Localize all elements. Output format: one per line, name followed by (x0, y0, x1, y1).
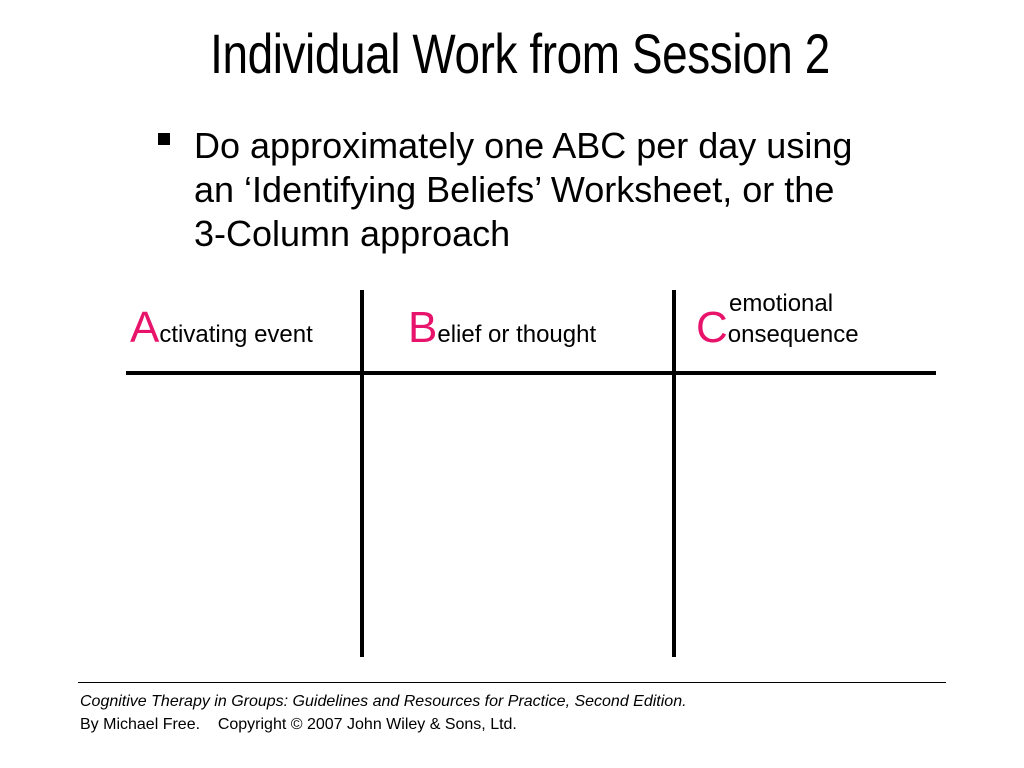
footer-divider (78, 682, 946, 683)
square-bullet-icon (158, 133, 170, 145)
column-b-initial: B (408, 303, 438, 352)
slide-title: Individual Work from Session 2 (210, 22, 830, 85)
footer (80, 690, 687, 736)
column-c-label: onsequence (727, 321, 859, 348)
bullet-line-1: Do approximately one ABC per day using (194, 125, 853, 166)
column-c-superscript: emotional (729, 290, 834, 317)
column-a-label: ctivating event (159, 321, 313, 348)
column-c-initial: C (696, 303, 728, 352)
bullet-text (194, 124, 954, 256)
table-horizontal-rule (126, 371, 936, 375)
column-b-label: elief or thought (437, 321, 597, 348)
footer-copyright: By Michael Free. Copyright © 2007 John Wiley & Sons, Ltd. (80, 716, 517, 733)
column-a-initial: A (130, 303, 160, 352)
table-divider-1 (360, 290, 364, 657)
column-header-belief (408, 303, 597, 352)
footer-citation: Cognitive Therapy in Groups: Guidelines and Resources for Practice, Second Edition. (80, 693, 687, 710)
bullet-line-3: 3-Column approach (194, 213, 511, 254)
bullet-line-2: an ‘Identifying Beliefs’ Worksheet, or the (194, 169, 835, 210)
table-divider-2 (672, 290, 676, 657)
column-header-activating-event (130, 303, 313, 352)
